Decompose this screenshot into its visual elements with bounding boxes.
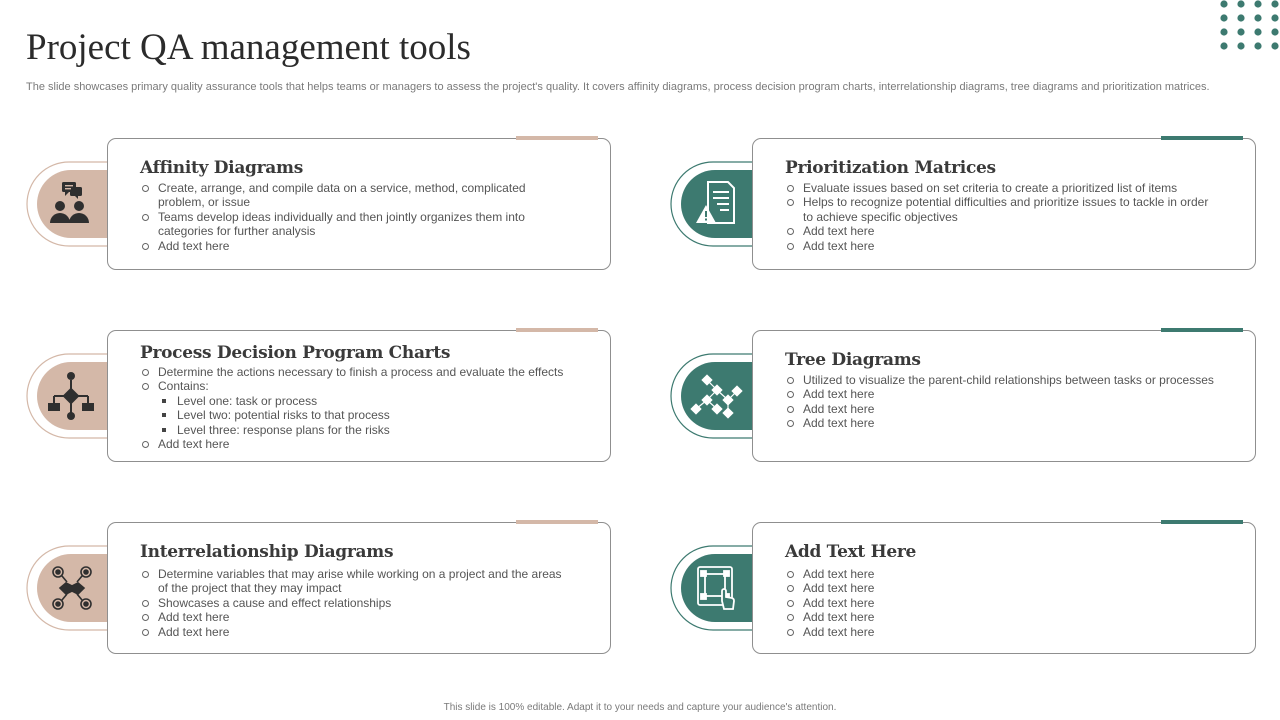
card-prioritization-matrices: [752, 138, 1256, 270]
card-tree-diagrams: [752, 330, 1256, 462]
card-heading: Process Decision Program Charts: [140, 343, 451, 363]
card-affinity-diagrams: [107, 138, 611, 270]
card-process-decision-program-charts: [107, 330, 611, 462]
list-item: Showcases a cause and effect relationships: [140, 596, 574, 610]
list-item: Create, arrange, and compile data on a service, method, complicated problem, or issue: [140, 181, 574, 210]
decorative-dot-grid: [1218, 0, 1280, 56]
list-item: Determine variables that may arise while working on a project and the areas of the project that they may impact: [140, 567, 574, 596]
list-item: Contains:: [140, 379, 574, 393]
card-heading: Affinity Diagrams: [140, 158, 303, 178]
list-item: Add text here: [140, 437, 574, 451]
list-item: Add text here: [785, 567, 1219, 581]
list-item: Add text here: [785, 416, 1219, 430]
list-item: Utilized to visualize the parent-child relationships between tasks or processes: [785, 373, 1219, 387]
card-heading: Tree Diagrams: [785, 350, 921, 370]
card-accent-bar: [1161, 328, 1243, 332]
list-item: Teams develop ideas individually and then jointly organizes them into categories for further analysis: [140, 210, 574, 239]
card-add-text-here: [752, 522, 1256, 654]
card-bullet-list: [140, 365, 574, 451]
card-interrelationship-diagrams: [107, 522, 611, 654]
list-item: Add text here: [140, 625, 574, 639]
card-accent-bar: [1161, 136, 1243, 140]
list-item: Evaluate issues based on set criteria to create a prioritized list of items: [785, 181, 1219, 195]
list-item: Add text here: [140, 610, 574, 624]
card-bullet-list: [785, 373, 1219, 431]
list-item: Add text here: [785, 387, 1219, 401]
sub-list-item: Level three: response plans for the risks: [140, 423, 574, 437]
card-accent-bar: [516, 520, 598, 524]
card-bullet-list: [785, 567, 1219, 639]
list-item: Add text here: [785, 610, 1219, 624]
sub-list-item: Level one: task or process: [140, 394, 574, 408]
card-heading: Add Text Here: [785, 542, 917, 562]
list-item: Helps to recognize potential difficulties and prioritize issues to tackle in order to achieve specific objectives: [785, 195, 1219, 224]
list-item: Add text here: [785, 625, 1219, 639]
sub-list-item: Level two: potential risks to that process: [140, 408, 574, 422]
page-title: Project QA management tools: [26, 27, 471, 68]
list-item: Add text here: [785, 596, 1219, 610]
list-item: Add text here: [785, 224, 1219, 238]
list-item: Determine the actions necessary to finish a process and evaluate the effects: [140, 365, 574, 379]
card-heading: Prioritization Matrices: [785, 158, 996, 178]
list-item: Add text here: [785, 402, 1219, 416]
list-item: Add text here: [785, 239, 1219, 253]
card-bullet-list: [140, 567, 574, 639]
list-item: Add text here: [140, 239, 574, 253]
card-accent-bar: [516, 136, 598, 140]
card-accent-bar: [516, 328, 598, 332]
list-item: Add text here: [785, 581, 1219, 595]
card-bullet-list: [140, 181, 574, 253]
card-accent-bar: [1161, 520, 1243, 524]
footer-note: This slide is 100% editable. Adapt it to your needs and capture your audience's attention.: [443, 702, 837, 713]
card-heading: Interrelationship Diagrams: [140, 542, 394, 562]
page-subtitle: The slide showcases primary quality assurance tools that helps teams or managers to assess the project's quality. It covers affinity diagrams, process decision program charts, interrelationship diagrams, tree diagrams and prioritization matrices.: [26, 81, 1210, 93]
card-bullet-list: [785, 181, 1219, 253]
